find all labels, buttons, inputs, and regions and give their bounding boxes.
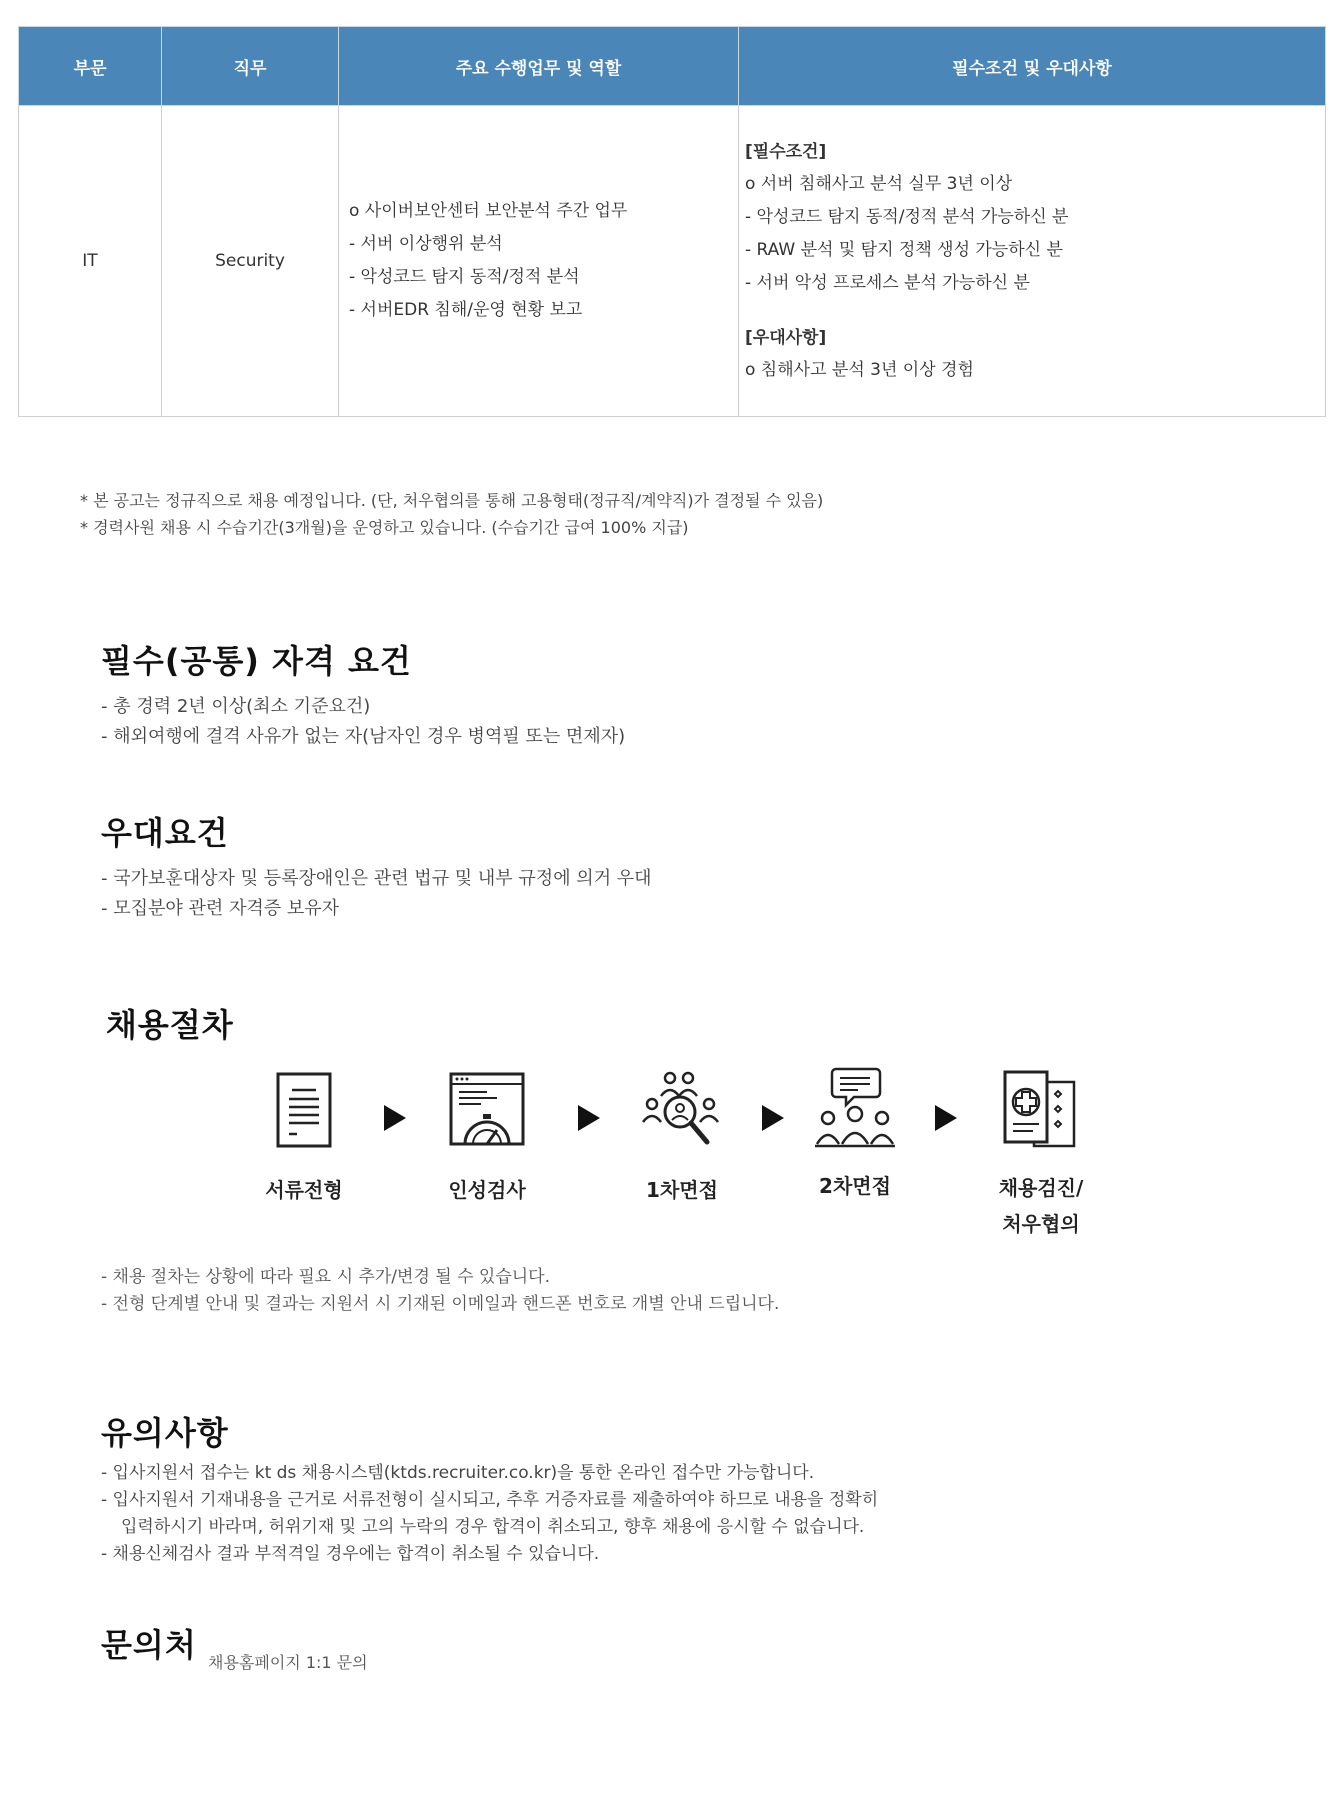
list-item: 입력하시기 바라며, 허위기재 및 고의 누락의 경우 합격이 취소되고, 향후 채용에 응시할 수 없습니다. [121, 1517, 865, 1537]
process-title: 채용절차 [106, 1006, 234, 1044]
list-item: - 채용신체검사 결과 부적격일 경우에는 합격이 취소될 수 있습니다. [101, 1544, 600, 1564]
cell-division: IT [19, 106, 162, 417]
job-table [18, 26, 1326, 417]
list-item: - 입사지원서 접수는 kt ds 채용시스템(ktds.recruiter.co.kr)을 통한 온라인 접수만 가능합니다. [101, 1463, 815, 1483]
note-line: * 경력사원 채용 시 수습기간(3개월)을 운영하고 있습니다. (수습기간 급여 100% 지급) [80, 518, 689, 537]
table-row [19, 106, 1326, 417]
process-notes [101, 1264, 779, 1318]
cell-duties [339, 106, 739, 417]
process-step-first-interview [607, 1070, 757, 1208]
preferred-title: 우대요건 [101, 814, 229, 852]
contact-title: 문의처 [101, 1626, 197, 1664]
list-item: - 해외여행에 결격 사유가 없는 자(남자인 경우 병역필 또는 면제자) [101, 726, 626, 747]
arrow-icon [578, 1105, 600, 1131]
preferred-list [101, 864, 652, 924]
required-line: o 서버 침해사고 분석 실무 3년 이상 [745, 173, 1013, 194]
process-step-personality-test [412, 1070, 562, 1208]
qualifications-title: 필수(공통) 자격 요건 [101, 642, 412, 680]
preferred-title: [우대사항] [745, 327, 827, 348]
qualifications-list [101, 692, 625, 752]
list-item: - 모집분야 관련 자격증 보유자 [101, 898, 340, 919]
list-item: - 입사지원서 기재내용을 근거로 서류전형이 실시되고, 추후 거증자료를 제출하여야 하므로 내용을 정확히 [101, 1490, 879, 1510]
table-header-row [19, 27, 1326, 106]
document-icon [269, 1070, 339, 1150]
cell-job: Security [162, 106, 339, 417]
employment-notes [80, 487, 823, 541]
list-item: - 총 경력 2년 이상(최소 기준요건) [101, 696, 371, 717]
note-line: * 본 공고는 정규직으로 채용 예정입니다. (단, 처우협의를 통해 고용형태(정규직/계약직)가 결정될 수 있음) [80, 491, 824, 510]
step-label: 2차면접 [819, 1174, 891, 1198]
step-label: 1차면접 [646, 1178, 718, 1202]
contact-note: 채용홈페이지 1:1 문의 [208, 1653, 368, 1672]
step-label-line: 처우협의 [1002, 1212, 1080, 1236]
note-line: - 전형 단계별 안내 및 결과는 지원서 시 기재된 이메일과 핸드폰 번호로 개별 안내 드립니다. [101, 1294, 780, 1314]
header-division: 부문 [19, 27, 162, 106]
arrow-icon [384, 1105, 406, 1131]
people-search-icon [637, 1070, 727, 1150]
step-label [966, 1170, 1116, 1242]
duty-line: - 서버EDR 침해/운영 현황 보고 [349, 300, 583, 320]
header-requirements: 필수조건 및 우대사항 [739, 27, 1326, 106]
arrow-icon [935, 1105, 957, 1131]
medical-check-icon [999, 1068, 1083, 1152]
step-label: 인성검사 [448, 1178, 526, 1202]
duty-line: o 사이버보안센터 보안분석 주간 업무 [349, 201, 628, 221]
required-line: - 악성코드 탐지 동적/정적 분석 가능하신 분 [745, 206, 1069, 227]
caution-list [101, 1460, 878, 1568]
process-step-document [229, 1070, 379, 1208]
step-label-line: 채용검진/ [998, 1176, 1084, 1200]
caution-title: 유의사항 [101, 1414, 229, 1452]
header-job: 직무 [162, 27, 339, 106]
cell-requirements [739, 106, 1326, 417]
duty-line: - 서버 이상행위 분석 [349, 234, 503, 254]
discussion-group-icon [810, 1066, 900, 1150]
header-duties: 주요 수행업무 및 역할 [339, 27, 739, 106]
duty-line: - 악성코드 탐지 동적/정적 분석 [349, 267, 580, 287]
required-line: - 서버 악성 프로세스 분석 가능하신 분 [745, 272, 1030, 293]
required-line: - RAW 분석 및 탐지 정책 생성 가능하신 분 [745, 239, 1063, 260]
note-line: - 채용 절차는 상황에 따라 필요 시 추가/변경 될 수 있습니다. [101, 1267, 551, 1287]
step-label: 서류전형 [265, 1178, 343, 1202]
preferred-line: o 침해사고 분석 3년 이상 경험 [745, 359, 974, 380]
process-step-second-interview [780, 1066, 930, 1204]
required-title: [필수조건] [745, 141, 827, 162]
process-step-medical-check [966, 1068, 1116, 1242]
speedometer-screen-icon [447, 1070, 527, 1150]
list-item: - 국가보훈대상자 및 등록장애인은 관련 법규 및 내부 규정에 의거 우대 [101, 868, 652, 889]
